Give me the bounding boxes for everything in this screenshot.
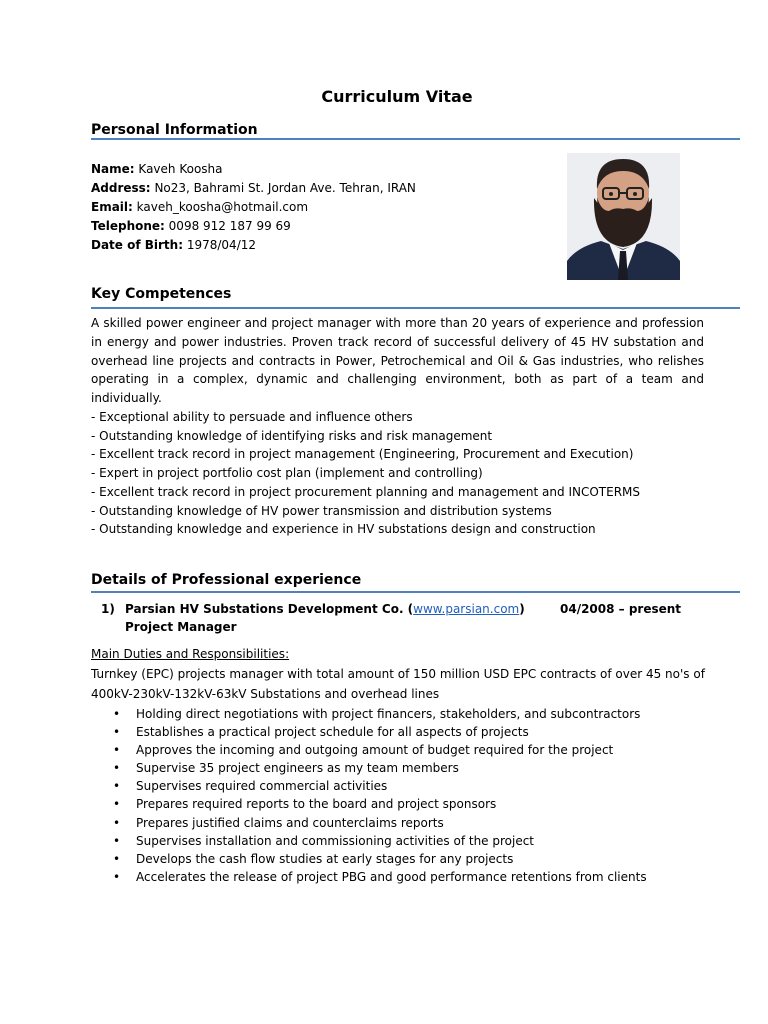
info-label: Date of Birth:: [91, 238, 184, 252]
section-heading-personal-information: Personal Information: [91, 122, 258, 138]
duty-item: [113, 868, 733, 886]
profile-photo: [567, 153, 680, 280]
section-heading-professional-experience: Details of Professional experience: [91, 572, 362, 588]
info-value: No23, Bahrami St. Jordan Ave. Tehran, IRAN: [154, 181, 416, 195]
info-value: 0098 912 187 99 69: [168, 219, 291, 233]
competences-list: [91, 408, 731, 539]
duties-list: [113, 705, 733, 886]
bullet-icon: •: [113, 707, 121, 721]
duty-text: Establishes a practical project schedule for all aspects of projects: [136, 725, 529, 740]
bullet-icon: •: [113, 851, 121, 866]
personal-info-list: [91, 160, 551, 255]
competence-item: - Outstanding knowledge of identifying risks and risk management: [91, 428, 493, 443]
bullet-icon: •: [113, 761, 121, 776]
info-address: [91, 179, 551, 198]
info-email: [91, 198, 551, 217]
competence-item: - Excellent track record in project management (Engineering, Procurement and Execution): [91, 447, 634, 462]
duty-item: [113, 795, 733, 813]
duty-item: [113, 850, 733, 868]
duty-item: [113, 759, 733, 777]
section-heading-key-competences: Key Competences: [91, 286, 232, 302]
info-value: kaveh_koosha@hotmail.com: [136, 200, 309, 214]
duty-text: Approves the incoming and outgoing amount of budget required for the project: [136, 743, 614, 758]
company-website-link[interactable]: www.parsian.com: [413, 602, 520, 616]
duty-item: [113, 814, 733, 832]
competence-item: - Excellent track record in project procurement planning and management and INCOTERMS: [91, 484, 640, 499]
duty-item: [113, 741, 733, 759]
bullet-icon: •: [113, 797, 121, 812]
bullet-icon: •: [113, 725, 121, 740]
bullet-icon: •: [113, 743, 121, 758]
duty-item: [113, 723, 733, 741]
info-label: Address:: [91, 181, 151, 195]
duties-heading: Main Duties and Responsibilities:: [91, 647, 290, 661]
duty-text: Prepares required reports to the board and project sponsors: [136, 797, 497, 812]
job-company-name: Parsian HV Substations Development Co. (: [125, 602, 414, 616]
job-company: [125, 600, 525, 618]
job-number: 1): [101, 602, 115, 616]
duty-text: Prepares justified claims and counterclaims reports: [136, 815, 444, 830]
bullet-icon: •: [113, 833, 121, 848]
duty-item: [113, 832, 733, 850]
bullet-icon: •: [113, 815, 121, 830]
competence-item: - Expert in project portfolio cost plan (implement and controlling): [91, 466, 483, 481]
duty-text: Supervise 35 project engineers as my team members: [136, 761, 459, 776]
job-role: Project Manager: [125, 620, 237, 634]
info-label: Name:: [91, 162, 135, 176]
info-label: Telephone:: [91, 219, 165, 233]
info-date-of-birth: [91, 236, 551, 255]
duty-text: Develops the cash flow studies at early stages for any projects: [136, 851, 514, 866]
job-company-close: ): [519, 602, 525, 616]
info-label: Email:: [91, 200, 133, 214]
duty-text: Holding direct negotiations with project financers, stakeholders, and subcontractors: [136, 707, 641, 721]
section-rule-key-competences: [91, 307, 740, 309]
section-rule-personal-information: [91, 138, 740, 140]
competences-summary: A skilled power engineer and project manager with more than 20 years of experience and profession in energy and power industries. Proven track record of successful delivery of 45 HV substation and overhead line projects and contracts in Power, Petrochemical and Oil & Gas industries, who relishes operating in a complex, dynamic and challenging environment, both as part of a team and individually.: [91, 316, 704, 406]
bullet-icon: •: [113, 869, 121, 884]
duty-item: [113, 705, 733, 723]
info-value: 1978/04/12: [186, 238, 257, 252]
competence-item: - Outstanding knowledge and experience in HV substations design and construction: [91, 522, 596, 537]
info-telephone: [91, 217, 551, 236]
document-title: Curriculum Vitae: [321, 87, 473, 106]
info-name: [91, 160, 551, 179]
duty-text: Supervises required commercial activities: [136, 779, 388, 794]
competence-item: - Exceptional ability to persuade and influence others: [91, 410, 413, 424]
job-dates: 04/2008 – present: [560, 602, 682, 616]
bullet-icon: •: [113, 779, 121, 794]
profile-photo-icon: [567, 153, 680, 280]
duty-text: Supervises installation and commissioning activities of the project: [136, 833, 535, 848]
competence-item: - Outstanding knowledge of HV power transmission and distribution systems: [91, 503, 552, 518]
section-rule-professional-experience: [91, 591, 740, 593]
duty-item: [113, 777, 733, 795]
duties-summary: Turnkey (EPC) projects manager with total amount of 150 million USD EPC contracts of over 45 no's of 400kV-230kV-132kV-63kV Substations and overhead lines: [91, 667, 705, 701]
info-value: Kaveh Koosha: [138, 162, 223, 176]
duty-text: Accelerates the release of project PBG and good performance retentions from clients: [136, 869, 647, 884]
